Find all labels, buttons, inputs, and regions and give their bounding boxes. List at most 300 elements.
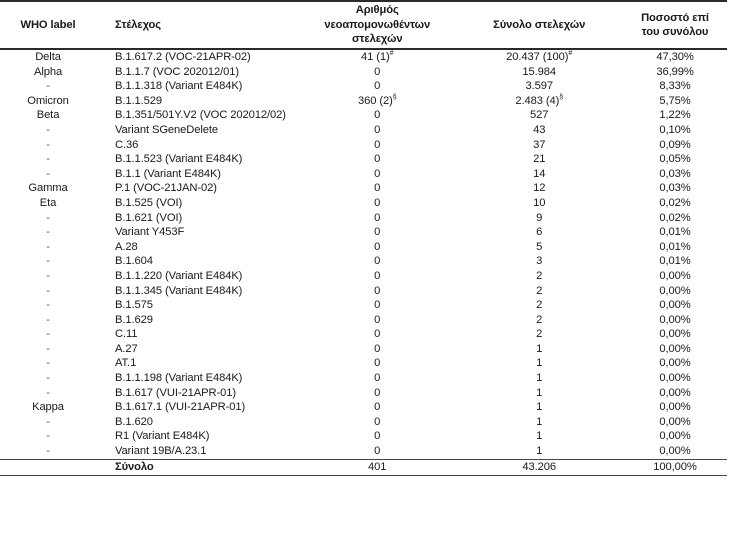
- table-header-row: [0, 1, 727, 49]
- cell-strain: [96, 342, 299, 357]
- table-row: [0, 371, 727, 386]
- cell-isolated-text: 0: [374, 182, 381, 195]
- cell-percent: [623, 371, 727, 386]
- cell-who-label-text: -: [46, 226, 50, 239]
- cell-strain-text: B.1.620: [115, 415, 153, 428]
- cell-strain-text: R1 (Variant E484K): [115, 430, 210, 443]
- cell-isolated-text: 0: [374, 313, 381, 326]
- cell-percent: [623, 269, 727, 284]
- cell-total: [455, 152, 623, 167]
- cell-percent: [623, 225, 727, 240]
- cell-percent: [623, 181, 727, 196]
- cell-strain-text: B.1.1.345 (Variant E484K): [115, 284, 243, 297]
- cell-strain: [96, 371, 299, 386]
- cell-strain: [96, 65, 299, 80]
- cell-strain: [96, 181, 299, 196]
- cell-total: [455, 225, 623, 240]
- cell-total-text: 15.984: [522, 65, 557, 78]
- cell-total-text: 2: [536, 328, 543, 341]
- header-strain: Στέλεχος: [115, 18, 162, 31]
- cell-strain-text: B.1.1.198 (Variant E484K): [115, 372, 243, 385]
- cell-isolated-text: 41 (1): [361, 51, 390, 63]
- table-row: [0, 313, 727, 328]
- cell-who-label: [0, 327, 96, 342]
- cell-percent-text: 0,00%: [659, 269, 691, 282]
- cell-total: [455, 108, 623, 123]
- cell-who-label-text: -: [46, 386, 50, 399]
- cell-total: [455, 254, 623, 269]
- cell-total-text: 2: [536, 299, 543, 312]
- cell-isolated: [299, 167, 455, 182]
- cell-percent-text: 0,01%: [659, 255, 691, 268]
- cell-strain: [96, 298, 299, 313]
- table-body: [0, 49, 727, 459]
- cell-isolated-text: 0: [374, 372, 381, 385]
- cell-percent-text: 0,00%: [659, 328, 691, 341]
- cell-who-label: [0, 65, 96, 80]
- cell-strain-text: B.1.525 (VOI): [115, 196, 183, 209]
- cell-strain-text: Variant SGeneDelete: [115, 123, 219, 136]
- cell-strain-text: P.1 (VOC-21JAN-02): [115, 182, 217, 195]
- cell-isolated-text: 0: [374, 109, 381, 122]
- cell-percent-text: 36,99%: [656, 65, 694, 78]
- cell-total: [455, 49, 623, 65]
- cell-isolated: [299, 196, 455, 211]
- cell-total-text: 1: [536, 342, 543, 355]
- cell-percent: [623, 415, 727, 430]
- cell-isolated: [299, 225, 455, 240]
- cell-strain-text: B.1.621 (VOI): [115, 211, 183, 224]
- cell-percent: [623, 254, 727, 269]
- table-row: [0, 152, 727, 167]
- table-row: [0, 211, 727, 226]
- cell-isolated-text: 0: [374, 386, 381, 399]
- cell-strain: [96, 49, 299, 65]
- cell-percent: [623, 108, 727, 123]
- cell-who-label: [0, 254, 96, 269]
- cell-percent: [623, 211, 727, 226]
- cell-who-label: [0, 123, 96, 138]
- table-row: [0, 196, 727, 211]
- cell-isolated-text: 0: [374, 240, 381, 253]
- cell-isolated: [299, 415, 455, 430]
- cell-total-text: 43: [533, 123, 546, 136]
- cell-percent-text: 0,00%: [659, 430, 691, 443]
- cell-percent: [623, 65, 727, 80]
- cell-strain-text: A.27: [115, 342, 138, 355]
- cell-isolated: [299, 327, 455, 342]
- total-row-label: Σύνολο: [115, 460, 154, 473]
- cell-total: [455, 327, 623, 342]
- header-percent-line1: Ποσοστό επί: [641, 11, 709, 24]
- total-row-total: 43.206: [522, 460, 557, 473]
- table-row: [0, 327, 727, 342]
- cell-total: [455, 123, 623, 138]
- cell-total-text: 3.597: [525, 80, 553, 93]
- cell-percent: [623, 284, 727, 299]
- cell-who-label: [0, 108, 96, 123]
- cell-strain-text: B.1.617.1 (VUI-21APR-01): [115, 401, 246, 414]
- cell-strain-text: B.1.1.220 (Variant E484K): [115, 269, 243, 282]
- cell-percent-text: 0,01%: [659, 240, 691, 253]
- cell-who-label: [0, 298, 96, 313]
- cell-percent: [623, 152, 727, 167]
- cell-isolated: [299, 444, 455, 459]
- header-isolated-line3: στελεχών: [351, 33, 403, 46]
- cell-isolated: [299, 269, 455, 284]
- cell-strain: [96, 429, 299, 444]
- cell-total-text: 1: [536, 386, 543, 399]
- cell-percent-text: 47,30%: [656, 51, 694, 63]
- cell-isolated: [299, 123, 455, 138]
- cell-isolated: [299, 298, 455, 313]
- cell-strain-text: B.1.351/501Y.V2 (VOC 202012/02): [115, 109, 286, 122]
- cell-isolated: [299, 400, 455, 415]
- cell-strain-text: Variant Y453F: [115, 226, 185, 239]
- cell-percent-text: 0,02%: [659, 211, 691, 224]
- cell-who-label-text: -: [46, 372, 50, 385]
- table-row: [0, 342, 727, 357]
- cell-who-label-text: Omicron: [27, 94, 69, 107]
- cell-total-text: 14: [533, 167, 546, 180]
- cell-percent: [623, 167, 727, 182]
- cell-total: [455, 444, 623, 459]
- cell-isolated: [299, 138, 455, 153]
- cell-who-label: [0, 138, 96, 153]
- cell-isolated: [299, 108, 455, 123]
- cell-total: [455, 196, 623, 211]
- cell-who-label: [0, 181, 96, 196]
- cell-strain-text: B.1.1.7 (VOC 202012/01): [115, 65, 239, 78]
- cell-who-label: [0, 211, 96, 226]
- cell-percent-text: 0,03%: [659, 182, 691, 195]
- cell-strain: [96, 79, 299, 94]
- cell-total: [455, 371, 623, 386]
- cell-total-text: 2.483 (4): [515, 94, 560, 107]
- cell-isolated-text: 0: [374, 284, 381, 297]
- cell-strain: [96, 327, 299, 342]
- cell-percent-text: 0,00%: [659, 372, 691, 385]
- cell-isolated: [299, 152, 455, 167]
- cell-total-text: 3: [536, 255, 543, 268]
- cell-isolated-text: 0: [374, 167, 381, 180]
- cell-percent-text: 0,00%: [659, 299, 691, 312]
- cell-strain-text: B.1.617 (VUI-21APR-01): [115, 386, 236, 399]
- header-isolated: [299, 1, 455, 49]
- cell-percent-text: 0,00%: [659, 342, 691, 355]
- cell-strain: [96, 415, 299, 430]
- cell-percent: [623, 196, 727, 211]
- cell-percent: [623, 327, 727, 342]
- cell-total-footnote-mark: §: [559, 93, 564, 101]
- cell-percent-text: 0,00%: [659, 415, 691, 428]
- total-row-who: [0, 459, 96, 475]
- cell-who-label: [0, 152, 96, 167]
- cell-percent: [623, 429, 727, 444]
- cell-percent: [623, 123, 727, 138]
- cell-who-label-text: -: [46, 357, 50, 370]
- cell-total: [455, 313, 623, 328]
- cell-strain-text: Variant 19B/A.23.1: [115, 445, 207, 458]
- cell-isolated-text: 0: [374, 430, 381, 443]
- cell-percent: [623, 386, 727, 401]
- cell-isolated: [299, 371, 455, 386]
- cell-strain-text: A.28: [115, 240, 138, 253]
- cell-strain: [96, 356, 299, 371]
- header-total-strains: Σύνολο στελεχών: [493, 18, 586, 31]
- cell-isolated-text: 0: [374, 445, 381, 458]
- cell-who-label-text: -: [46, 153, 50, 166]
- cell-percent: [623, 356, 727, 371]
- cell-strain: [96, 108, 299, 123]
- cell-isolated-text: 0: [374, 123, 381, 136]
- cell-total-text: 527: [530, 109, 549, 122]
- table-row: [0, 386, 727, 401]
- cell-who-label-text: -: [46, 328, 50, 341]
- cell-total: [455, 284, 623, 299]
- cell-total: [455, 400, 623, 415]
- table-row: [0, 79, 727, 94]
- cell-total: [455, 342, 623, 357]
- cell-who-label-text: -: [46, 167, 50, 180]
- table-row: [0, 254, 727, 269]
- cell-total-text: 37: [533, 138, 546, 151]
- table-row: [0, 269, 727, 284]
- cell-who-label: [0, 284, 96, 299]
- cell-percent-text: 0,00%: [659, 313, 691, 326]
- cell-percent-text: 0,09%: [659, 138, 691, 151]
- header-percent-line2: του συνόλου: [641, 26, 709, 38]
- cell-who-label-text: Alpha: [33, 65, 63, 78]
- cell-total: [455, 94, 623, 109]
- cell-total-text: 2: [536, 284, 543, 297]
- cell-who-label: [0, 313, 96, 328]
- cell-total: [455, 65, 623, 80]
- table-row: [0, 123, 727, 138]
- cell-who-label-text: -: [46, 430, 50, 443]
- cell-strain: [96, 138, 299, 153]
- cell-isolated-text: 0: [374, 401, 381, 414]
- cell-who-label-text: -: [46, 445, 50, 458]
- cell-total-text: 12: [533, 182, 546, 195]
- cell-strain-text: C.36: [115, 138, 139, 151]
- cell-isolated: [299, 94, 455, 109]
- cell-strain: [96, 225, 299, 240]
- cell-percent-text: 0,00%: [659, 401, 691, 414]
- cell-isolated: [299, 254, 455, 269]
- cell-total: [455, 415, 623, 430]
- total-row: [0, 459, 727, 475]
- cell-total-text: 20.437 (100): [506, 51, 569, 63]
- cell-strain: [96, 94, 299, 109]
- cell-who-label-text: Kappa: [32, 401, 64, 414]
- table-row: [0, 298, 727, 313]
- cell-isolated-text: 0: [374, 269, 381, 282]
- cell-total-text: 9: [536, 211, 543, 224]
- cell-percent: [623, 94, 727, 109]
- cell-total-text: 1: [536, 401, 543, 414]
- cell-isolated: [299, 79, 455, 94]
- cell-who-label: [0, 49, 96, 65]
- cell-isolated: [299, 49, 455, 65]
- cell-percent: [623, 240, 727, 255]
- cell-strain: [96, 240, 299, 255]
- cell-isolated-text: 0: [374, 357, 381, 370]
- cell-total: [455, 298, 623, 313]
- total-row-percent: 100,00%: [653, 460, 697, 473]
- cell-who-label: [0, 225, 96, 240]
- cell-strain-text: B.1.604: [115, 255, 153, 268]
- table-row: [0, 240, 727, 255]
- cell-isolated: [299, 211, 455, 226]
- cell-strain: [96, 400, 299, 415]
- cell-percent: [623, 313, 727, 328]
- cell-total-text: 5: [536, 240, 543, 253]
- header-isolated-line2: νεοαπομονωθέντων: [324, 18, 431, 31]
- cell-strain-text: B.1.575: [115, 299, 153, 312]
- cell-isolated-text: 0: [374, 342, 381, 355]
- cell-total: [455, 356, 623, 371]
- cell-who-label-text: Gamma: [28, 182, 68, 195]
- cell-isolated-footnote-mark: #: [389, 50, 394, 57]
- cell-who-label-text: -: [46, 240, 50, 253]
- cell-total: [455, 181, 623, 196]
- cell-who-label-text: -: [46, 269, 50, 282]
- cell-strain: [96, 284, 299, 299]
- cell-strain: [96, 269, 299, 284]
- cell-isolated: [299, 284, 455, 299]
- cell-total-text: 1: [536, 372, 543, 385]
- cell-total: [455, 167, 623, 182]
- cell-strain-text: B.1.1.523 (Variant E484K): [115, 153, 243, 166]
- cell-percent-text: 0,00%: [659, 284, 691, 297]
- cell-isolated-text: 0: [374, 255, 381, 268]
- cell-total: [455, 429, 623, 444]
- table-row: [0, 65, 727, 80]
- cell-who-label: [0, 196, 96, 211]
- cell-isolated-text: 0: [374, 65, 381, 78]
- cell-percent-text: 0,05%: [659, 153, 691, 166]
- cell-total-text: 1: [536, 357, 543, 370]
- cell-who-label-text: Delta: [35, 51, 61, 63]
- cell-strain-text: B.1.1.318 (Variant E484K): [115, 80, 243, 93]
- cell-who-label-text: -: [46, 342, 50, 355]
- cell-who-label-text: -: [46, 211, 50, 224]
- cell-who-label: [0, 269, 96, 284]
- cell-strain: [96, 313, 299, 328]
- table-row: [0, 138, 727, 153]
- cell-strain: [96, 167, 299, 182]
- cell-isolated: [299, 240, 455, 255]
- cell-total: [455, 386, 623, 401]
- cell-percent-text: 8,33%: [659, 80, 691, 93]
- cell-total-text: 1: [536, 430, 543, 443]
- cell-percent: [623, 49, 727, 65]
- cell-isolated-text: 0: [374, 153, 381, 166]
- cell-total: [455, 138, 623, 153]
- cell-percent-text: 0,02%: [659, 196, 691, 209]
- cell-strain: [96, 123, 299, 138]
- cell-isolated-text: 0: [374, 299, 381, 312]
- cell-who-label: [0, 400, 96, 415]
- cell-who-label: [0, 342, 96, 357]
- cell-total-text: 6: [536, 226, 543, 239]
- table-row: [0, 108, 727, 123]
- cell-percent: [623, 298, 727, 313]
- header-who-label: WHO label: [20, 18, 76, 31]
- table-row: [0, 400, 727, 415]
- cell-strain: [96, 211, 299, 226]
- cell-percent-text: 5,75%: [659, 94, 691, 107]
- cell-strain-text: B.1.629: [115, 313, 153, 326]
- cell-isolated-footnote-mark: §: [392, 93, 397, 101]
- cell-isolated: [299, 356, 455, 371]
- header-isolated-line1: Αριθμός: [355, 4, 399, 17]
- cell-who-label-text: -: [46, 123, 50, 136]
- table-row: [0, 49, 727, 65]
- total-row-isolated: 401: [368, 460, 387, 473]
- cell-who-label: [0, 167, 96, 182]
- cell-strain-text: B.1.1.529: [115, 94, 163, 107]
- cell-isolated-text: 0: [374, 415, 381, 428]
- cell-isolated: [299, 313, 455, 328]
- cell-isolated-text: 0: [374, 196, 381, 209]
- cell-isolated-text: 0: [374, 138, 381, 151]
- cell-percent: [623, 342, 727, 357]
- cell-total: [455, 269, 623, 284]
- cell-who-label: [0, 415, 96, 430]
- cell-strain-text: B.1.1 (Variant E484K): [115, 167, 221, 180]
- cell-who-label-text: -: [46, 313, 50, 326]
- cell-isolated: [299, 386, 455, 401]
- cell-who-label-text: -: [46, 138, 50, 151]
- cell-strain: [96, 152, 299, 167]
- cell-isolated: [299, 181, 455, 196]
- cell-isolated: [299, 65, 455, 80]
- cell-percent-text: 0,03%: [659, 167, 691, 180]
- table-row: [0, 444, 727, 459]
- cell-total-text: 10: [533, 196, 546, 209]
- cell-strain-text: B.1.617.2 (VOC-21APR-02): [115, 51, 251, 63]
- cell-isolated-text: 0: [374, 328, 381, 341]
- cell-who-label-text: Beta: [36, 109, 60, 122]
- cell-who-label: [0, 79, 96, 94]
- cell-isolated: [299, 342, 455, 357]
- cell-total-footnote-mark: #: [568, 50, 573, 57]
- cell-who-label: [0, 371, 96, 386]
- table-row: [0, 415, 727, 430]
- cell-isolated: [299, 429, 455, 444]
- cell-percent: [623, 79, 727, 94]
- cell-strain: [96, 386, 299, 401]
- cell-total-text: 21: [533, 153, 546, 166]
- cell-who-label: [0, 240, 96, 255]
- cell-who-label-text: -: [46, 80, 50, 93]
- table-row: [0, 356, 727, 371]
- cell-who-label-text: Eta: [39, 196, 57, 209]
- cell-percent-text: 0,00%: [659, 357, 691, 370]
- cell-percent-text: 0,00%: [659, 386, 691, 399]
- cell-strain-text: AT.1: [115, 357, 137, 370]
- cell-total-text: 1: [536, 415, 543, 428]
- table-row: [0, 429, 727, 444]
- cell-total: [455, 240, 623, 255]
- cell-who-label-text: -: [46, 284, 50, 297]
- cell-percent-text: 0,00%: [659, 445, 691, 458]
- cell-who-label: [0, 444, 96, 459]
- cell-percent: [623, 444, 727, 459]
- cell-percent-text: 0,01%: [659, 226, 691, 239]
